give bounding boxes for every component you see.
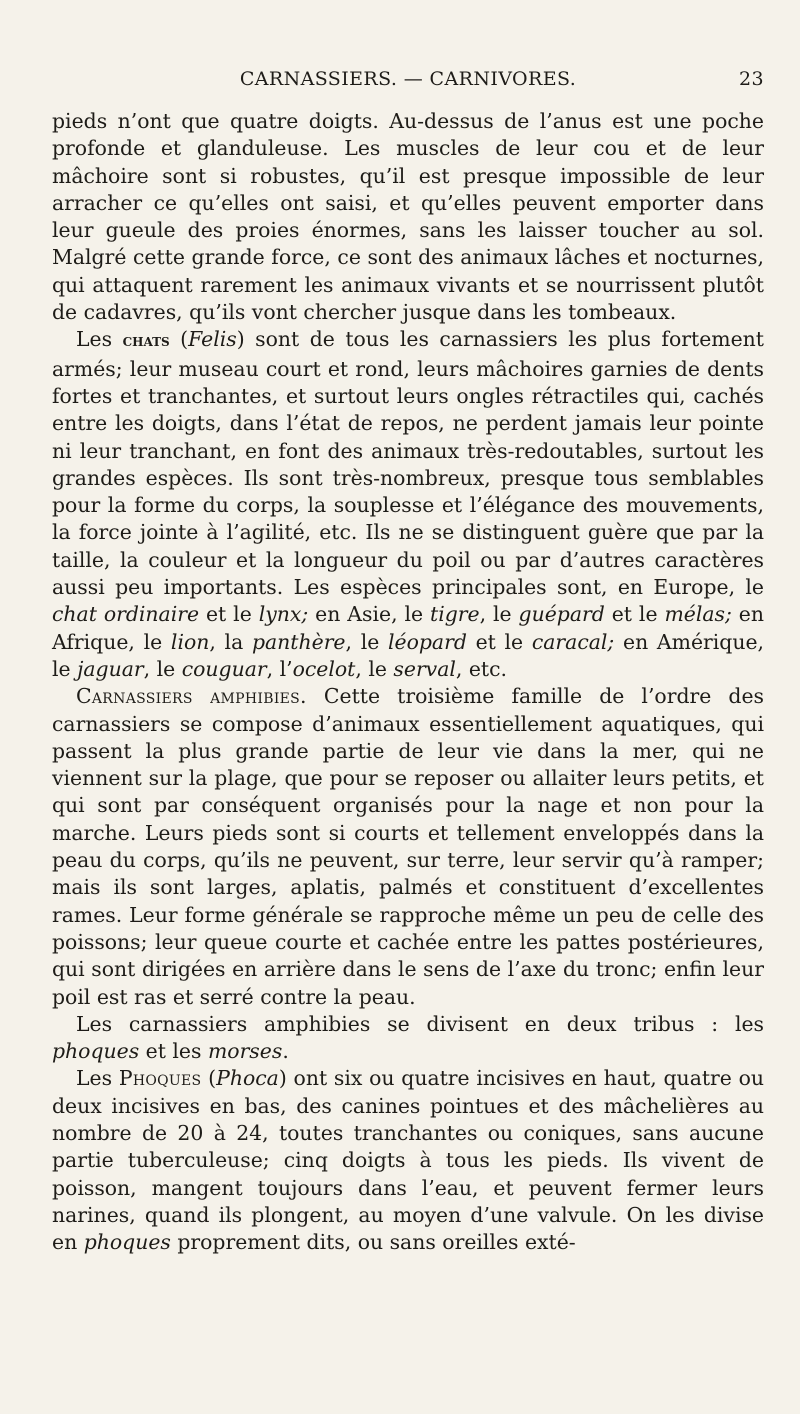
small-caps-heading: Carnassiers amphibies. [76, 684, 307, 709]
text-run: en Amérique, le [52, 629, 765, 681]
text-run: pieds n’ont que quatre doigts. Au-dessus de l’anus est une poche profonde et glanduleuse. Les muscles de leur cou et de leur mâchoire sont si robustes, qu’il est presque impossible de leur arracher ce qu’elles ont saisi, et qu’elles peuvent emporter dans leur gueule des proies énormes, sans les laisser toucher au sol. Malgré cette grande force, ce sont des animaux lâches et nocturnes, qui attaquent rarement les animaux vivants et se nourrissent plutôt de cadavres, qu’ils vont chercher jusque dans les tombeaux. [52, 109, 764, 325]
text-run: , le [143, 656, 182, 681]
text-run: , la [209, 629, 252, 654]
text-run: Les [76, 1066, 119, 1091]
italic-term: ocelot [292, 656, 356, 681]
page-number: 23 [739, 68, 764, 90]
text-run: Les carnassiers amphibies se divisent en deux tribus : les [76, 1011, 764, 1036]
italic-term: lion [170, 629, 210, 654]
italic-term: couguar [181, 656, 267, 681]
small-caps-heading: Phoques [118, 1066, 202, 1091]
italic-term: caracal; [531, 629, 615, 654]
text-run: , le [345, 629, 388, 654]
running-title: CARNASSIERS. — CARNIVORES. [239, 68, 577, 90]
text-run: en Asie, le [308, 602, 431, 627]
text-run: en Afrique, le [52, 602, 765, 654]
italic-term: panthère [251, 629, 346, 654]
italic-term: tigre [430, 602, 480, 627]
italic-term: lynx; [258, 602, 309, 627]
text-run: et le [199, 602, 259, 627]
italic-term: chat ordinaire [52, 602, 200, 627]
text-run: . [282, 1039, 289, 1064]
text-run: ) sont de tous les carnassiers les plus fortement armés; leur museau court et rond, leurs mâchoires garnies de dents fortes et tranchantes, et surtout leurs ongles rétractiles qui, cachés entre les doigts, dans l’état de repos, ne perdent jamais leur pointe ni leur tranchant, en font des animaux très-redoutables, surtout les grandes espèces. Ils sont très-nombreux, presque tous semblables pour la forme du corps, la souplesse et l’élégance des mouvements, la force jointe à l’agilité, etc. Ils ne se distinguent guère que par la taille, la couleur et la longueur du poil ou par d’autres caractères aussi peu importants. Les espèces principales sont, en Europe, le [52, 327, 764, 600]
italic-term: guépard [518, 602, 605, 627]
text-run: Les [76, 327, 123, 352]
text-run: ) ont six ou quatre incisives en haut, quatre ou deux incisives en bas, des canines pointues et des mâchelières au nombre de 20 à 24, toutes tranchantes ou coniques, sans aucune partie tuberculeuse; cinq doigts à tous les pieds. Ils vivent de poisson, mangent toujours dans l’eau, et peuvent fermer leurs narines, quand ils plongent, au moyen d’une valvule. On les divise en [52, 1066, 765, 1255]
bold-term: chats [122, 331, 170, 352]
italic-term: jaguar [77, 656, 144, 681]
paragraph [52, 1011, 764, 1066]
italic-term: Felis [188, 327, 237, 352]
page-header [52, 68, 764, 108]
text-run: , l’ [266, 656, 293, 681]
italic-term: phoques [83, 1230, 171, 1255]
text-run: Cette troisième famille de l’ordre des carnassiers se compose d’animaux essentiellement aquatiques, qui passent la plus grande partie de leur vie dans la mer, qui ne viennent sur la plage, que pour se reposer ou allaiter leurs petits, et qui sont par conséquent organisés pour la nage et non pour la marche. Leurs pieds sont si courts et tellement enveloppés dans la peau du corps, qu’ils ne peuvent, sur terre, leur servir qu’à ramper; mais ils sont larges, aplatis, palmés et constituent d’excellentes rames. Leur forme générale se rapproche même un peu de celle des poissons; leur queue courte et cachée entre les pattes postérieures, qui sont dirigées en arrière dans le sens de l’axe du tronc; enfin leur poil est ras et serré contre la peau. [52, 684, 764, 1009]
text-run: et les [139, 1039, 208, 1064]
text-run: et le [604, 602, 665, 627]
italic-term: mélas; [664, 602, 732, 627]
paragraph [52, 683, 764, 1011]
text-run: ( [201, 1066, 217, 1091]
body-text [52, 108, 764, 1256]
paragraph [52, 108, 764, 326]
text-run: et le [466, 629, 532, 654]
text-run: , le [479, 602, 519, 627]
paragraph [52, 326, 764, 683]
text-run: , etc. [455, 656, 508, 681]
paragraph [52, 1065, 764, 1256]
italic-term: morses [207, 1039, 283, 1064]
text-run: , le [355, 656, 394, 681]
italic-term: phoques [52, 1039, 140, 1064]
text-run: proprement dits, ou sans oreilles exté- [170, 1230, 576, 1255]
text-run: ( [169, 327, 189, 352]
italic-term: Phoca [216, 1066, 279, 1091]
italic-term: léopard [388, 629, 467, 654]
italic-term: serval [393, 656, 456, 681]
